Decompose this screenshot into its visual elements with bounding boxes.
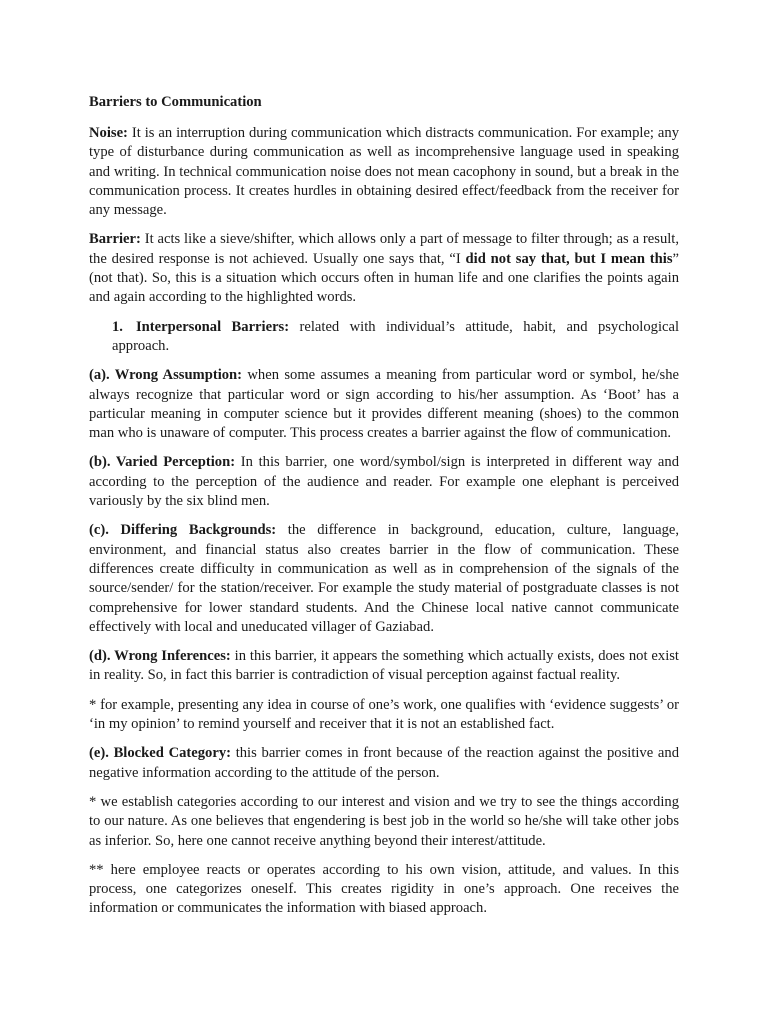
barrier-bold-quote: did not say that, but I mean this [465, 250, 673, 267]
item-text: the difference in background, education, culture, language, environment, and financial status also creates barrier in the flow of communication. These differences create difficulty in communication as well as in comprehension of the signals of the source/sender/ for the station/receiver. For example the study material of postgraduate classes is not comprehensive for lower standard students. And the Chinese local native cannot communicate effectively with local and uneducated villager of Gaziabad. [89, 522, 679, 635]
interpersonal-text: related with individual’s attitude, habit, and psychological approach. [112, 318, 680, 354]
noise-text: It is an interruption during communication which distracts communication. For example; any type of disturbance during communication as well as incomprehensive language used in speaking and writing. In technical communication noise does not mean cacophony in sound, but a break in the communication process. It creates hurdles in obtaining desired effect/feedback from the receiver for any message. [89, 125, 679, 219]
item-text: when some assumes a meaning from particular word or symbol, he/she always recognize that particular word or sign according to his/her assumption. As ‘Boot’ has a particular meaning in computer science but it provides different meaning (shoes) to the common man who is unaware of computer. This process creates a barrier against the flow of communication. [89, 367, 679, 442]
item-text: this barrier comes in front because of the reaction against the positive and negative information according to the attitude of the person. [89, 745, 680, 781]
noise-label: Noise: [89, 125, 128, 141]
item-label: (b). Varied Perception: [89, 454, 236, 471]
document-title: Barriers to Communication [89, 94, 262, 110]
note-wrong-inferences: * for example, presenting any idea in course of one’s work, one qualifies with ‘evidence suggests’ or ‘in my opinion’ to remind yourself and receiver that it is not an established fact. [89, 696, 679, 733]
note-blocked-category-1: * we establish categories according to our interest and vision and we try to see the things according to our nature. As one believes that engendering is best job in the world so he/she will take other jobs as inferior. So, here one cannot receive anything beyond their interest/attitude. [89, 793, 679, 849]
item-wrong-assumption [89, 366, 679, 443]
interpersonal-heading [112, 318, 679, 357]
item-label: (d). Wrong Inferences: [89, 648, 231, 665]
barrier-label: Barrier: [89, 231, 141, 248]
item-blocked-category [89, 744, 679, 783]
barrier-text-a: It acts like a sieve/shifter, which allows only a part of message to filter through; as a result, the desired response is not achieved. Usually one says that, “I [89, 231, 679, 267]
document-body [89, 93, 679, 929]
barrier-paragraph [89, 230, 679, 307]
note-blocked-category-2: ** here employee reacts or operates according to his own vision, attitude, and values. In this process, one categorizes oneself. This creates rigidity in one’s approach. One receives the information or communicates the information with biased approach. [89, 861, 679, 917]
interpersonal-number: 1. [112, 318, 123, 335]
item-label: (a). Wrong Assumption: [89, 367, 243, 384]
item-text: In this barrier, one word/symbol/sign is interpreted in different way and according to the perception of the audience and reader. For example one elephant is perceived variously by the six blind men. [89, 454, 679, 510]
item-text: in this barrier, it appears the something which actually exists, does not exist in reality. So, in fact this barrier is contradiction of visual perception against factual reality. [89, 648, 679, 684]
interpersonal-label: Interpersonal Barriers: [136, 318, 290, 335]
item-label: (e). Blocked Category: [89, 745, 231, 762]
item-varied-perception [89, 453, 679, 511]
noise-paragraph [89, 124, 679, 220]
item-label: (c). Differing Backgrounds: [89, 522, 277, 539]
item-differing-backgrounds [89, 521, 679, 637]
barrier-text-b: ” (not that). So, this is a situation which occurs often in human life and one clarifies the points again and again according to the highlighted words. [89, 250, 679, 306]
item-wrong-inferences [89, 647, 679, 686]
